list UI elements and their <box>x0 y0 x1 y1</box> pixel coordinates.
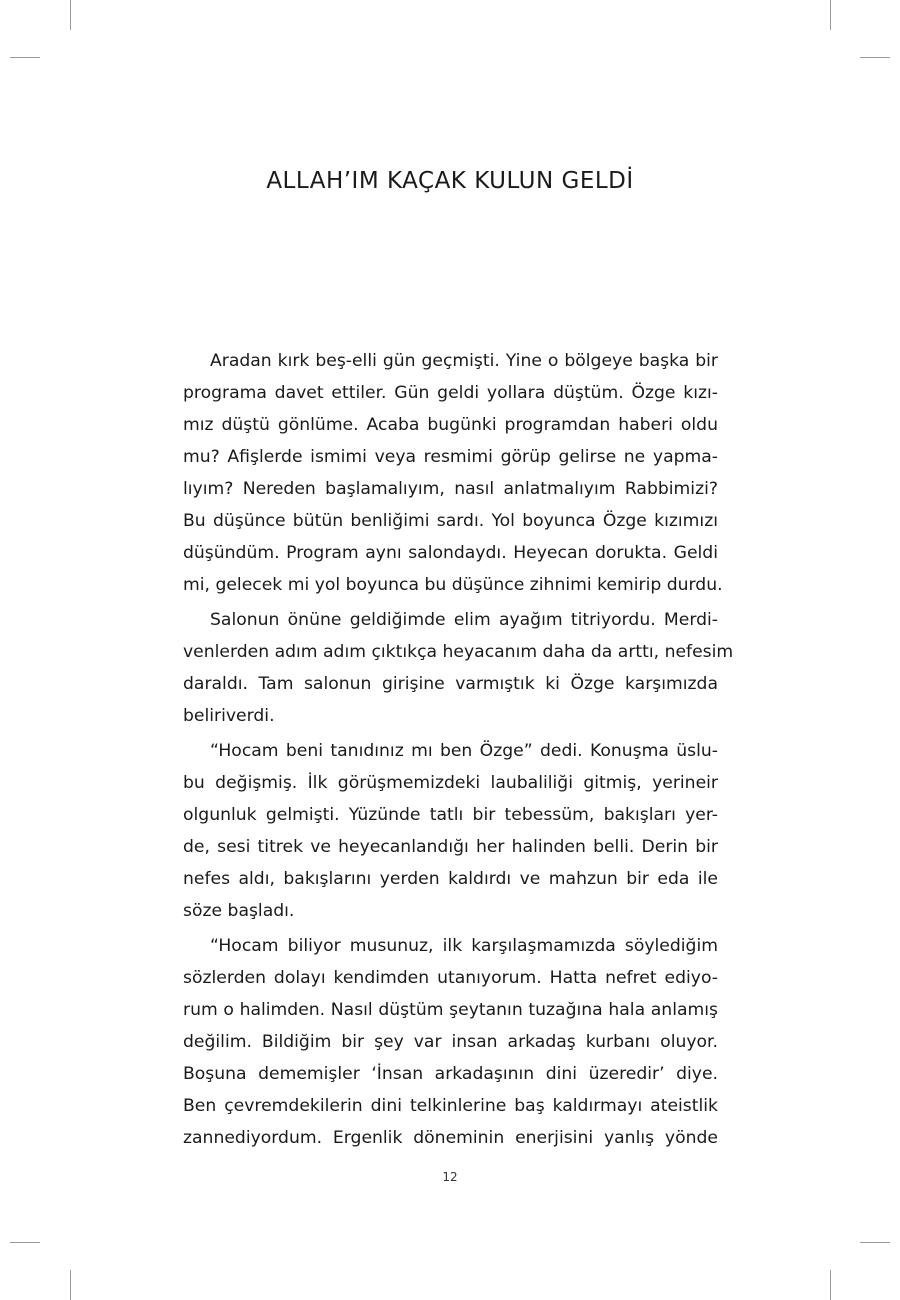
paragraph-2 <box>183 604 734 732</box>
text-line: sözlerden dolayı kendimden utanıyorum. Hatta nefret ediyo- <box>183 968 718 988</box>
text-line: mu? Afişlerde ismimi veya resmimi görüp gelirse ne yapma- <box>183 447 718 467</box>
text-line: düşündüm. Program aynı salondaydı. Heyecan dorukta. Geldi <box>183 543 718 563</box>
text-line: Ben çevremdekilerin dini telkinlerine baş kaldırmayı ateistlik <box>183 1096 718 1116</box>
paragraph-1 <box>183 345 723 601</box>
crop-mark-bottom-right <box>830 1270 831 1300</box>
paragraph-3 <box>183 735 718 927</box>
text-line: Salonun önüne geldiğimde elim ayağım titriyordu. Merdi- <box>210 610 718 630</box>
crop-mark-bottom-left <box>70 1270 71 1300</box>
crop-mark-left-lower <box>10 1242 40 1243</box>
text-line: söze başladı. <box>183 901 295 921</box>
paragraph-4 <box>183 930 718 1154</box>
text-line: programa davet ettiler. Gün geldi yollara düştüm. Özge kızı- <box>183 383 718 403</box>
text-line: beliriverdi. <box>183 706 275 726</box>
text-line: “Hocam beni tanıdınız mı ben Özge” dedi. Konuşma üslu- <box>210 741 718 761</box>
page-number: 12 <box>442 1170 458 1184</box>
text-line: de, sesi titrek ve heyecanlandığı her halinden belli. Derin bir <box>183 837 718 857</box>
crop-mark-right-lower <box>860 1242 890 1243</box>
text-line: nefes aldı, bakışlarını yerden kaldırdı ve mahzun bir eda ile <box>183 869 718 889</box>
text-line: zannediyordum. Ergenlik döneminin enerjisini yanlış yönde <box>183 1128 718 1148</box>
text-line: mi, gelecek mi yol boyunca bu düşünce zihnimi kemirip durdu. <box>183 575 723 595</box>
text-line: Bu düşünce bütün benliğimi sardı. Yol boyunca Özge kızımızı <box>183 511 718 531</box>
chapter-title: ALLAH’IM KAÇAK KULUN GELDİ <box>266 168 634 194</box>
text-line: daraldı. Tam salonun girişine varmıştık ki Özge karşımızda <box>183 674 718 694</box>
crop-mark-top-right <box>830 0 831 30</box>
crop-mark-right-upper <box>860 57 890 58</box>
body-text <box>183 345 734 1154</box>
text-line: venlerden adım adım çıktıkça heyacanım daha da arttı, nefesim <box>183 642 734 662</box>
crop-mark-top-left <box>70 0 71 30</box>
text-line: lıyım? Nereden başlamalıyım, nasıl anlatmalıyım Rabbimizi? <box>183 479 718 499</box>
text-line: rum o halimden. Nasıl düştüm şeytanın tuzağına hala anlamış <box>183 1000 718 1020</box>
text-line: Aradan kırk beş-elli gün geçmişti. Yine o bölgeye başka bir <box>210 351 718 371</box>
text-line: olgunluk gelmişti. Yüzünde tatlı bir tebessüm, bakışları yer- <box>183 805 718 825</box>
crop-mark-left-upper <box>10 57 40 58</box>
text-line: bu değişmiş. İlk görüşmemizdeki laubaliliği gitmiş, yerineir <box>183 773 718 793</box>
text-line: değilim. Bildiğim bir şey var insan arkadaş kurbanı oluyor. <box>183 1032 718 1052</box>
text-line: “Hocam biliyor musunuz, ilk karşılaşmamızda söylediğim <box>210 936 718 956</box>
text-line: Boşuna dememişler ‘İnsan arkadaşının dini üzeredir’ diye. <box>183 1064 718 1084</box>
text-line: mız düştü gönlüme. Acaba bugünki programdan haberi oldu <box>183 415 718 435</box>
